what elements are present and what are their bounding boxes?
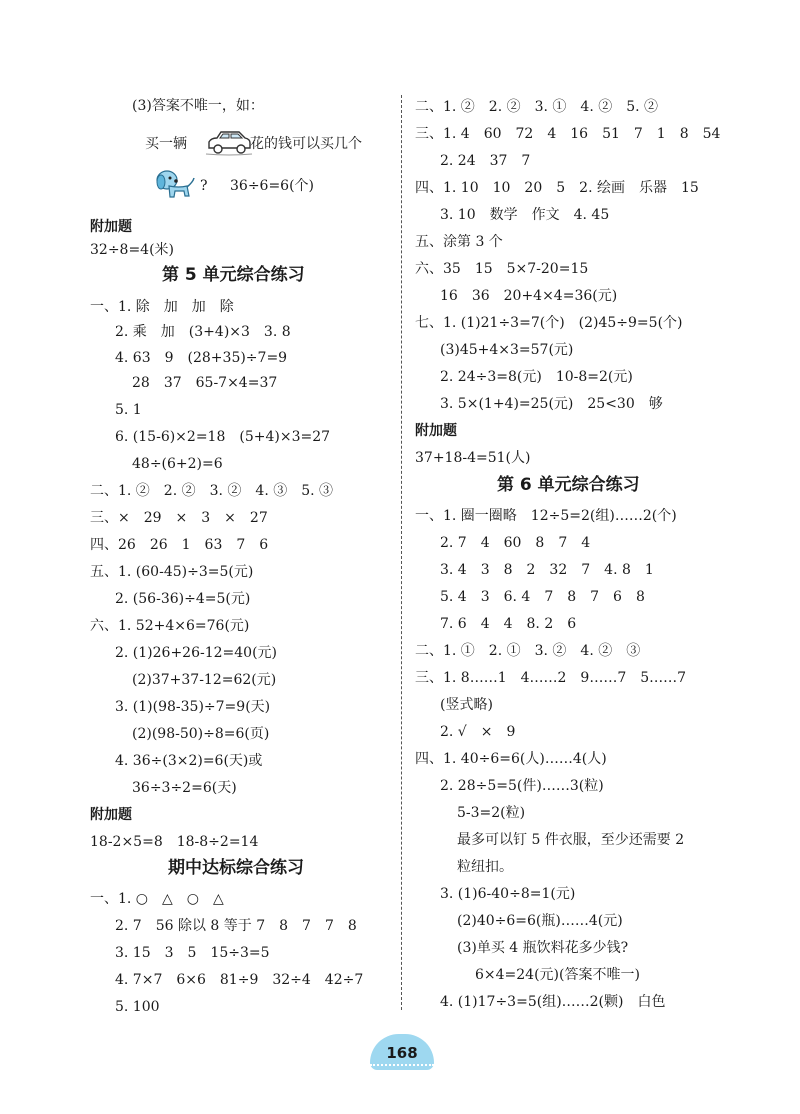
answer-line: 2. √ × 9: [440, 724, 516, 740]
answer-line: (2)(98-50)÷8=6(页): [132, 726, 270, 742]
answer-line: 3. (1)(98-35)÷7=9(天): [115, 699, 271, 715]
answer-line: 36÷3÷2=6(天): [132, 780, 237, 796]
answer-line: 5-3=2(粒): [457, 805, 526, 821]
answer-line: 2. 24÷3=8(元) 10-8=2(元): [440, 369, 633, 385]
answer-line: 5. 1: [115, 402, 142, 418]
answer-line: 二、1. ② 2. ② 3. ② 4. ③ 5. ③: [90, 483, 334, 499]
answer-line: 三、1. 8……1 4……2 9……7 5……7: [415, 670, 687, 686]
answer-line: 花的钱可以买几个: [250, 136, 362, 152]
answer-line: ?: [200, 178, 208, 194]
answer-line: 2. (1)26+26-12=40(元): [115, 645, 278, 661]
answer-line: 2. 24 37 7: [440, 153, 531, 169]
answer-line: 7. 6 4 4 8. 2 6: [440, 616, 577, 632]
answer-line: 28 37 65-7×4=37: [132, 375, 278, 391]
answer-line: 七、1. (1)21÷3=7(个) (2)45÷9=5(个): [415, 315, 683, 331]
answer-line: 五、涂第 3 个: [415, 234, 503, 250]
answer-line: 五、1. (60-45)÷3=5(元): [90, 564, 254, 580]
answer-line: 最多可以钉 5 件衣服，至少还需要 2: [457, 832, 685, 848]
answer-line: 二、1. ② 2. ② 3. ① 4. ② 5. ②: [415, 99, 659, 115]
answer-line: 36÷6=6(个): [230, 178, 315, 194]
answer-line: 二、1. ① 2. ① 3. ② 4. ② ③: [415, 643, 641, 659]
answer-line: (3)单买 4 瓶饮料花多少钱?: [457, 940, 629, 956]
dog-icon: [153, 168, 197, 202]
section-heading: 附加题: [90, 807, 132, 823]
answer-line: 18-2×5=8 18-8÷2=14: [90, 834, 259, 850]
answer-line: 2. 7 56 除以 8 等于 7 8 7 7 8: [115, 918, 357, 934]
answer-line: 5. 100: [115, 999, 160, 1015]
answer-line: 48÷(6+2)=6: [132, 456, 223, 472]
answer-line: 四、1. 10 10 20 5 2. 绘画 乐器 15: [415, 180, 699, 196]
answer-line: 三、1. 4 60 72 4 16 51 7 1 8 54: [415, 126, 721, 142]
answer-line: 32÷8=4(米): [90, 242, 175, 258]
answer-line: 6×4=24(元)(答案不唯一): [475, 967, 640, 983]
page-number: 168: [370, 1034, 434, 1070]
answer-line: 16 36 20+4×4=36(元): [440, 288, 618, 304]
answer-line: 2. 乘 加 (3+4)×3 3. 8: [115, 324, 291, 340]
answer-line: 一、1. 圈一圈略 12÷5=2(组)……2(个): [415, 508, 677, 524]
answer-line: (竖式略): [440, 697, 493, 713]
answer-line: 3. (1)6-40÷8=1(元): [440, 886, 576, 902]
answer-line: 一、1. 除 加 加 除: [90, 299, 234, 315]
answer-line: (3)45+4×3=57(元): [440, 342, 574, 358]
answer-line: 六、1. 52+4×6=76(元): [90, 618, 250, 634]
unit-title: 期中达标综合练习: [168, 858, 304, 878]
answer-line: 37+18-4=51(人): [415, 450, 531, 466]
answer-line: 四、26 26 1 63 7 6: [90, 537, 269, 553]
answer-line: 一、1. ○ △ ○ △: [90, 891, 224, 907]
answer-line: 6. (15-6)×2=18 (5+4)×3=27: [115, 429, 331, 445]
answer-line: (2)37+37-12=62(元): [132, 672, 277, 688]
answer-line: 4. 36÷(3×2)=6(天)或: [115, 753, 263, 769]
answer-line: 2. 28÷5=5(件)……3(粒): [440, 778, 604, 794]
section-heading: 附加题: [415, 423, 457, 439]
answer-line: 六、35 15 5×7-20=15: [415, 261, 589, 277]
answer-line: 3. 10 数学 作文 4. 45: [440, 207, 610, 223]
section-heading: 附加题: [90, 219, 132, 235]
answer-line: 3. 5×(1+4)=25(元) 25<30 够: [440, 396, 663, 412]
column-divider: [401, 95, 402, 1010]
unit-title: 第 5 单元综合练习: [162, 265, 305, 285]
answer-line: 买一辆: [145, 136, 187, 152]
answer-line: 4. 7×7 6×6 81÷9 32÷4 42÷7: [115, 972, 364, 988]
answer-line: 4. (1)17÷3=5(组)……2(颗) 白色: [440, 994, 666, 1010]
answer-line: 粒纽扣。: [457, 859, 513, 875]
unit-title: 第 6 单元综合练习: [497, 475, 640, 495]
answer-line: 2. 7 4 60 8 7 4: [440, 535, 591, 551]
answer-line: 3. 15 3 5 15÷3=5: [115, 945, 270, 961]
car-icon: [205, 128, 253, 158]
answer-line: 三、× 29 × 3 × 27: [90, 510, 268, 526]
answer-line: (3)答案不唯一，如：: [132, 98, 264, 114]
answer-line: 4. 63 9 (28+35)÷7=9: [115, 350, 288, 366]
answer-line: 3. 4 3 8 2 32 7 4. 8 1: [440, 562, 654, 578]
answer-line: 四、1. 40÷6=6(人)……4(人): [415, 751, 607, 767]
answer-line: (2)40÷6=6(瓶)……4(元): [457, 913, 623, 929]
answer-line: 2. (56-36)÷4=5(元): [115, 591, 251, 607]
answer-line: 5. 4 3 6. 4 7 8 7 6 8: [440, 589, 645, 605]
